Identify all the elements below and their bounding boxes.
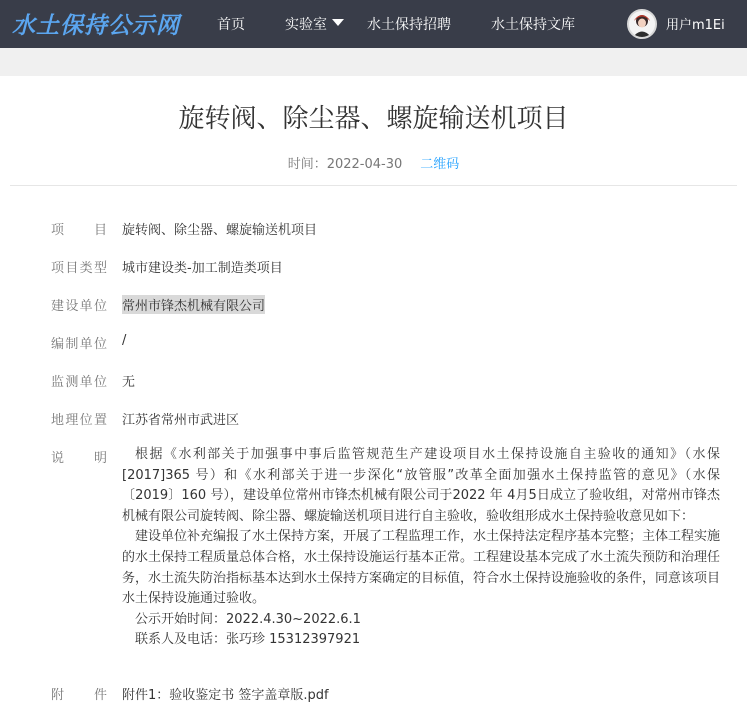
user-avatar-icon [629,11,655,37]
nav-home[interactable]: 首页 [217,17,245,33]
chevron-down-icon[interactable] [332,19,344,26]
divider [10,185,737,186]
user-menu[interactable]: 用户m1Ei [666,18,725,33]
nav-library[interactable]: 水土保持文库 [491,17,575,33]
field-label: 编制单位 [51,337,107,352]
page-title: 旋转阀、除尘器、螺旋输送机项目 [178,104,569,134]
notice-start-time: 公示开始时间：2022.4.30~2022.6.1 [135,611,361,627]
field-value: 江苏省常州市武进区 [122,413,240,428]
field-label: 项目 [51,223,107,238]
qr-code-link[interactable]: 二维码 [420,157,460,172]
article-meta [0,153,747,172]
description-paragraph: 建设单位补充编报了水土保持方案，开展了工程监理工作，水土保持法定程序基本完整；主体工程实施的水土保持工程质量总体合格，水土保持设施运行基本正常。工程建设基本完成了水土流失预防和治理任务，水土流失防治指标基本达到水土保持方案确定的目标值，符合水土保持设施验收的条件，同意该项目水土保持设施通过验收。 [122,529,721,607]
field-label: 说明 [51,451,107,466]
top-navbar [0,0,747,48]
field-value: / [122,333,127,348]
description-text [122,445,720,651]
field-label: 项目类型 [51,261,107,276]
field-label: 建设单位 [51,299,107,314]
field-label: 地理位置 [51,413,107,428]
field-value: 城市建设类-加工制造类项目 [122,261,283,276]
description-paragraph: 根据《水利部关于加强事中事后监管规范生产建设项目水土保持设施自主验收的通知》（水保[2017]365 号）和《水利部关于进一步深化“放管服”改革全面加强水土保持监管的意见》（水保〔2019〕160 号），建设单位常州市锋杰机械有限公司于2022 年 4月5日成立了验收组，对常州市锋杰机械有限公司旋转阀、除尘器、螺旋输送机项目进行自主验收，验收组形成水土保持验收意见如下： [122,447,720,524]
field-label: 监测单位 [51,375,107,390]
field-value-selected: 常州市锋杰机械有限公司 [122,295,265,314]
field-value: 无 [122,375,136,390]
site-logo[interactable]: 水土保持公示网 [12,13,180,39]
attachment-link[interactable]: 附件1：验收鉴定书 签字盖章版.pdf [122,688,329,703]
nav-recruit[interactable]: 水土保持招聘 [367,17,451,33]
contact-info: 联系人及电话：张巧珍 15312397921 [135,632,361,648]
field-label: 附件 [51,688,107,703]
publish-time: 时间：2022-04-30 [287,157,403,172]
field-value: 旋转阀、除尘器、螺旋输送机项目 [122,223,318,238]
avatar[interactable] [627,9,657,39]
nav-lab[interactable]: 实验室 [285,17,327,33]
